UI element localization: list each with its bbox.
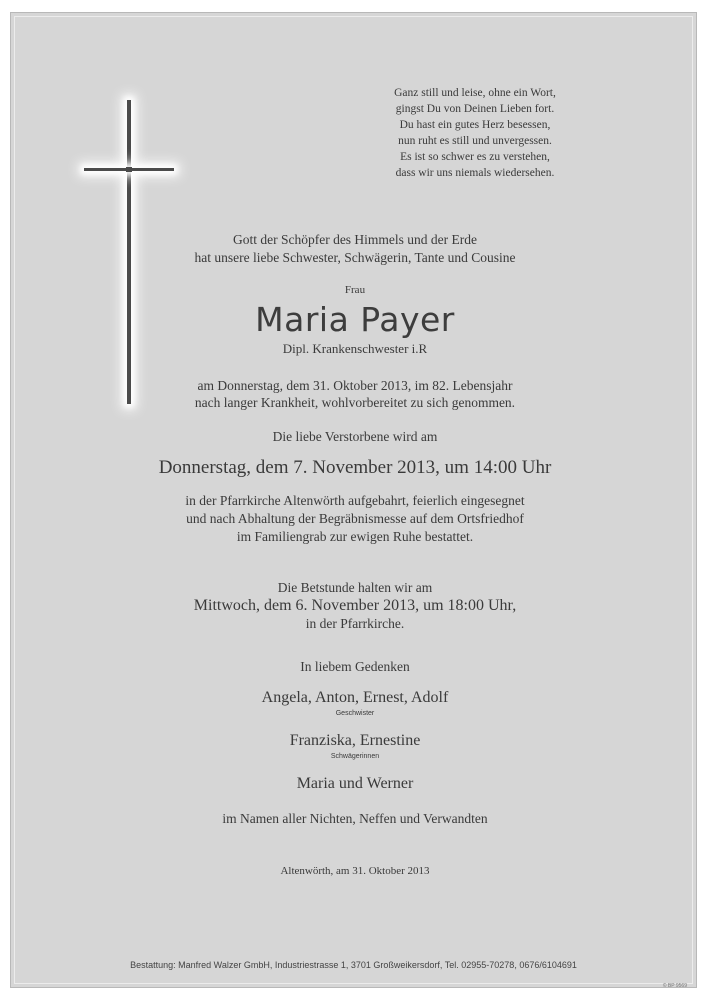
print-code: © BP 9569 — [662, 983, 687, 989]
remembrance: In liebem Gedenken — [300, 659, 410, 674]
mourner-names: Angela, Anton, Ernest, Adolf — [261, 689, 449, 706]
prayer-date: Mittwoch, dem 6. November 2013, um 18:00 Uhr, — [193, 597, 517, 614]
mourner-relation: Schwägerinnen — [330, 753, 380, 760]
funeral-detail-line: in der Pfarrkirche Altenwörth aufgebahrt, feierlich eingesegnet — [185, 493, 525, 508]
funeral-date: Donnerstag, dem 7. November 2013, um 14:00 Uhr — [158, 457, 552, 478]
mourner-names: Maria und Werner — [296, 775, 414, 792]
poem-line: gingst Du von Deinen Lieben fort. — [395, 103, 555, 115]
death-line: nach langer Krankheit, wohlvorbereitet zu sich genommen. — [194, 395, 516, 410]
relatives-line: im Namen aller Nichten, Neffen und Verwandten — [222, 811, 488, 826]
death-line: am Donnerstag, dem 31. Oktober 2013, im 82. Lebensjahr — [197, 378, 513, 393]
poem-line: Du hast ein gutes Herz besessen, — [399, 119, 551, 131]
poem-line: Es ist so schwer es zu verstehen, — [400, 151, 550, 163]
funeral-home-footer: Bestattung: Manfred Walzer GmbH, Industriestrasse 1, 3701 Großweikersdorf, Tel. 02955-70278, 0676/6104691 — [130, 960, 577, 970]
mourner-relation: Geschwister — [335, 710, 375, 717]
cross-center — [126, 167, 132, 172]
mourner-names: Franziska, Ernestine — [289, 732, 421, 749]
funeral-detail-line: und nach Abhaltung der Begräbnismesse auf dem Ortsfriedhof — [186, 511, 524, 526]
prayer-intro: Die Betstunde halten wir am — [277, 580, 433, 595]
funeral-detail-line: im Familiengrab zur ewigen Ruhe bestattet. — [236, 529, 474, 544]
place-date: Altenwörth, am 31. Oktober 2013 — [280, 865, 430, 877]
deceased-title: Dipl. Krankenschwester i.R — [282, 341, 428, 356]
poem-line: Ganz still und leise, ohne ein Wort, — [394, 87, 556, 99]
deceased-name: Maria Payer — [255, 300, 455, 339]
poem-line: nun ruht es still und unvergessen. — [398, 135, 552, 147]
poem-line: dass wir uns niemals wiedersehen. — [395, 167, 555, 179]
intro-line: hat unsere liebe Schwester, Schwägerin, Tante und Cousine — [194, 250, 516, 265]
salutation: Frau — [344, 284, 366, 296]
funeral-intro: Die liebe Verstorbene wird am — [272, 429, 438, 444]
intro-line: Gott der Schöpfer des Himmels und der Erde — [232, 232, 478, 247]
prayer-place: in der Pfarrkirche. — [305, 616, 405, 631]
